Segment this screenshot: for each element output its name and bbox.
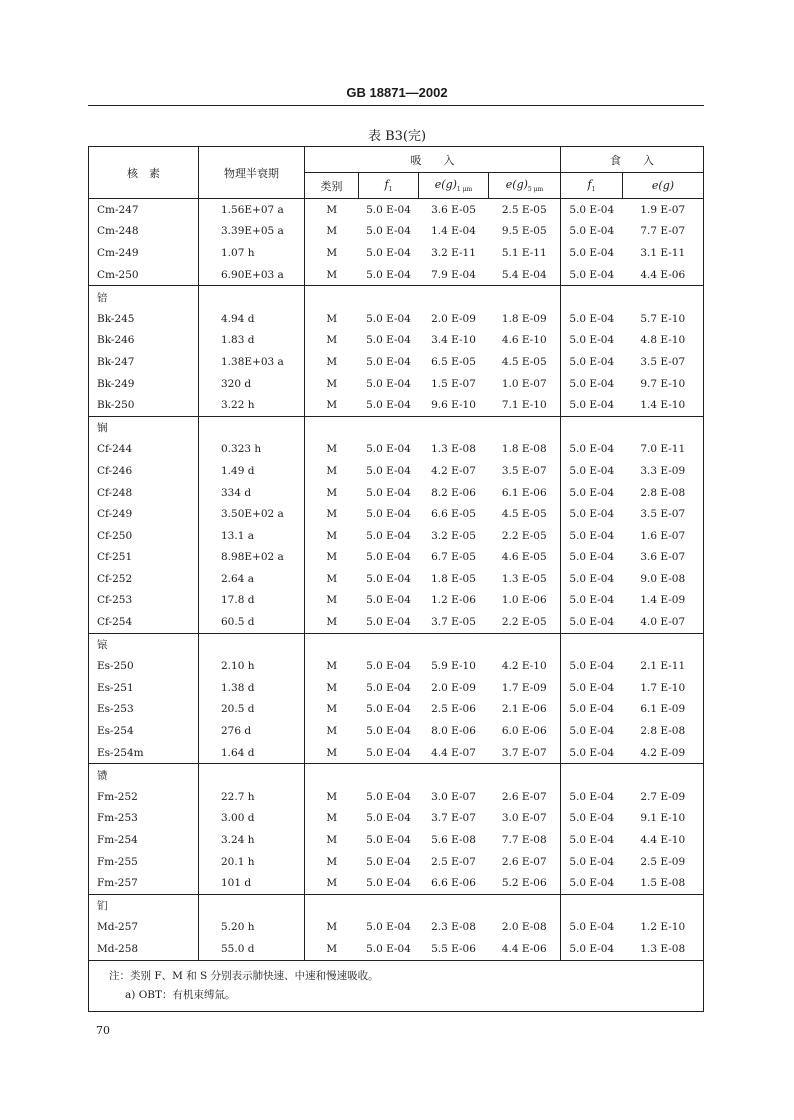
e-5um-cell: 3.7 E-07 xyxy=(489,742,561,764)
e-1um-cell: 1.4 E-04 xyxy=(431,225,476,238)
type-cell: M xyxy=(305,568,359,590)
nuclide-cell: Cf-254 xyxy=(89,611,199,633)
e-5um-cell: 4.4 E-06 xyxy=(489,938,561,960)
e-5um-cell: 7.7 E-08 xyxy=(489,829,561,851)
e-ing-cell: 4.2 E-09 xyxy=(623,742,704,764)
nuclide-cell: Cf-244 xyxy=(89,439,199,461)
e-ing-cell: 3.3 E-09 xyxy=(623,460,704,482)
table-row xyxy=(89,611,704,633)
table-row xyxy=(89,439,704,461)
e-1um-cell: 3.7 E-07 xyxy=(431,812,476,825)
f1-inh-cell: 5.0 E-04 xyxy=(366,834,411,847)
table-row xyxy=(89,351,704,373)
nuclide-cell: Cf-253 xyxy=(89,590,199,612)
e-ing-cell: 5.7 E-10 xyxy=(623,308,704,330)
e-1um-cell: 3.6 E-05 xyxy=(419,199,489,221)
f1-inh-cell: 5.0 E-04 xyxy=(366,703,411,716)
e-5um-cell: 4.5 E-05 xyxy=(489,503,561,525)
half-life-cell: 8.98E+02 a xyxy=(199,547,305,569)
f1-inh-cell: 5.0 E-04 xyxy=(366,746,411,759)
e-5um-cell: 4.6 E-10 xyxy=(489,330,561,352)
f1-ing-cell: 5.0 E-04 xyxy=(561,720,623,742)
type-cell: M xyxy=(305,872,359,894)
nuclide-cell: Es-254m xyxy=(89,742,199,764)
element-group-row xyxy=(89,416,704,438)
nuclide-cell: Cf-252 xyxy=(89,568,199,590)
e-1um-cell: 5.5 E-06 xyxy=(431,942,476,955)
type-cell: M xyxy=(305,242,359,264)
f1-inh-cell: 5.0 E-04 xyxy=(366,942,411,955)
col-half-life: 物理半衰期 xyxy=(199,147,305,199)
e-5um-cell: 5.2 E-06 xyxy=(489,872,561,894)
table-row xyxy=(89,590,704,612)
e-1um-cell: 5.6 E-08 xyxy=(431,834,476,847)
f1-ing-cell: 5.0 E-04 xyxy=(561,611,623,633)
nuclide-cell: Cm-247 xyxy=(89,199,199,221)
e-1um-cell: 6.6 E-05 xyxy=(431,508,476,521)
type-cell: M xyxy=(305,482,359,504)
f1-inh-cell: 5.0 E-04 xyxy=(366,443,411,456)
f1-inh-cell: 5.0 E-04 xyxy=(366,529,411,542)
type-cell: M xyxy=(305,460,359,482)
e-1um-cell: 8.0 E-06 xyxy=(431,725,476,738)
table-row xyxy=(89,373,704,395)
f1-ing-cell: 5.0 E-04 xyxy=(561,677,623,699)
type-cell: M xyxy=(305,808,359,830)
f1-ing-cell: 5.0 E-04 xyxy=(561,938,623,960)
f1-inh-cell: 5.0 E-04 xyxy=(366,268,411,281)
table-row xyxy=(89,786,704,808)
element-group-label: 钔 xyxy=(89,895,199,917)
type-cell: M xyxy=(305,917,359,939)
nuclide-cell: Es-253 xyxy=(89,699,199,721)
f1-ing-cell: 5.0 E-04 xyxy=(561,199,623,221)
e-ing-cell: 9.0 E-08 xyxy=(623,568,704,590)
col-inhalation: 吸 入 xyxy=(305,147,561,173)
e-5um-cell: 6.0 E-06 xyxy=(489,720,561,742)
type-cell: M xyxy=(305,742,359,764)
e-ing-cell: 2.7 E-09 xyxy=(623,786,704,808)
e-5um-cell: 2.5 E-05 xyxy=(489,199,561,221)
e-1um-cell: 2.0 E-09 xyxy=(431,312,476,325)
f1-inh-cell: 5.0 E-04 xyxy=(366,551,411,564)
table-row xyxy=(89,330,704,352)
e-1um-cell: 8.2 E-06 xyxy=(431,486,476,499)
type-cell: M xyxy=(305,394,359,416)
e-5um-cell: 2.0 E-08 xyxy=(489,917,561,939)
e-5um-cell: 7.1 E-10 xyxy=(489,394,561,416)
col-f1-inh: $f_1$ xyxy=(359,173,419,199)
e-ing-cell: 9.1 E-10 xyxy=(623,808,704,830)
e-5um-cell: 1.7 E-09 xyxy=(489,677,561,699)
f1-ing-cell: 5.0 E-04 xyxy=(561,786,623,808)
table-caption: 表 B3(完) xyxy=(367,129,427,144)
e-1um-cell: 3.2 E-11 xyxy=(431,246,476,259)
type-cell: M xyxy=(305,829,359,851)
nuclide-cell: Cm-248 xyxy=(89,221,199,243)
nuclide-cell: Es-251 xyxy=(89,677,199,699)
e-1um-cell: 3.4 E-10 xyxy=(431,334,476,347)
table-row xyxy=(89,742,704,764)
e-1um-cell: 2.0 E-09 xyxy=(431,681,476,694)
nuclide-cell: Cf-250 xyxy=(89,525,199,547)
nuclide-cell: Cf-248 xyxy=(89,482,199,504)
half-life-cell: 55.0 d xyxy=(199,938,305,960)
f1-ing-cell: 5.0 E-04 xyxy=(561,917,623,939)
f1-inh-cell: 5.0 E-04 xyxy=(366,681,411,694)
f1-ing-cell: 5.0 E-04 xyxy=(561,308,623,330)
table-row xyxy=(89,872,704,894)
e-5um-cell: 1.0 E-06 xyxy=(489,590,561,612)
page-header: GB 18871—2002 xyxy=(346,85,448,100)
e-5um-cell: 6.1 E-06 xyxy=(489,482,561,504)
type-cell: M xyxy=(305,199,359,221)
nuclide-cell: Bk-250 xyxy=(89,394,199,416)
half-life-cell: 1.38E+03 a xyxy=(199,351,305,373)
f1-ing-cell: 5.0 E-04 xyxy=(561,808,623,830)
table-row xyxy=(89,938,704,960)
half-life-cell: 20.5 d xyxy=(199,699,305,721)
table-row xyxy=(89,699,704,721)
e-ing-cell: 1.6 E-07 xyxy=(623,525,704,547)
type-cell: M xyxy=(305,655,359,677)
nuclide-cell: Bk-249 xyxy=(89,373,199,395)
half-life-cell: 1.56E+07 a xyxy=(199,199,305,221)
e-5um-cell: 4.6 E-05 xyxy=(489,547,561,569)
f1-ing-cell: 5.0 E-04 xyxy=(561,503,623,525)
table-row xyxy=(89,460,704,482)
e-ing-cell: 7.0 E-11 xyxy=(623,439,704,461)
half-life-cell: 2.64 a xyxy=(199,568,305,590)
col-type: 类别 xyxy=(305,173,359,199)
f1-inh-cell: 5.0 E-04 xyxy=(366,855,411,868)
half-life-cell: 0.323 h xyxy=(199,439,305,461)
e-5um-cell: 2.1 E-06 xyxy=(489,699,561,721)
f1-ing-cell: 5.0 E-04 xyxy=(561,264,623,286)
half-life-cell: 13.1 a xyxy=(199,525,305,547)
nuclide-cell: Cf-246 xyxy=(89,460,199,482)
e-1um-cell: 2.5 E-07 xyxy=(431,855,476,868)
nuclide-cell: Fm-255 xyxy=(89,851,199,873)
nuclide-cell: Fm-254 xyxy=(89,829,199,851)
half-life-cell: 17.8 d xyxy=(199,590,305,612)
f1-ing-cell: 5.0 E-04 xyxy=(561,221,623,243)
e-ing-cell: 1.7 E-10 xyxy=(623,677,704,699)
type-cell: M xyxy=(305,264,359,286)
nuclide-cell: Bk-245 xyxy=(89,308,199,330)
half-life-cell: 3.22 h xyxy=(199,394,305,416)
e-ing-cell: 6.1 E-09 xyxy=(623,699,704,721)
f1-inh-cell: 5.0 E-04 xyxy=(366,877,411,890)
table-row xyxy=(89,851,704,873)
f1-ing-cell: 5.0 E-04 xyxy=(561,851,623,873)
e-ing-cell: 4.4 E-06 xyxy=(623,264,704,286)
nuclide-cell: Fm-253 xyxy=(89,808,199,830)
e-5um-cell: 3.0 E-07 xyxy=(489,808,561,830)
e-1um-cell: 3.0 E-07 xyxy=(431,790,476,803)
f1-inh-cell: 5.0 E-04 xyxy=(366,921,411,934)
e-1um-cell: 2.5 E-06 xyxy=(431,703,476,716)
half-life-cell: 6.90E+03 a xyxy=(199,264,305,286)
e-5um-cell: 9.5 E-05 xyxy=(489,221,561,243)
nuclide-cell: Bk-246 xyxy=(89,330,199,352)
f1-ing-cell: 5.0 E-04 xyxy=(561,872,623,894)
e-5um-cell: 1.8 E-09 xyxy=(489,308,561,330)
half-life-cell: 60.5 d xyxy=(199,611,305,633)
f1-ing-cell: 5.0 E-04 xyxy=(561,242,623,264)
f1-inh-cell: 5.0 E-04 xyxy=(366,616,411,629)
e-1um-cell: 2.3 E-08 xyxy=(431,921,476,934)
element-group-label: 锎 xyxy=(89,416,199,438)
e-5um-cell: 1.3 E-05 xyxy=(489,568,561,590)
f1-ing-cell: 5.0 E-04 xyxy=(561,351,623,373)
f1-inh-cell: 5.0 E-04 xyxy=(366,312,411,325)
nuclide-cell: Md-258 xyxy=(89,938,199,960)
e-1um-cell: 4.2 E-07 xyxy=(431,464,476,477)
table-row xyxy=(89,221,704,243)
e-5um-cell: 2.6 E-07 xyxy=(489,851,561,873)
e-ing-cell: 3.6 E-07 xyxy=(623,547,704,569)
f1-ing-cell: 5.0 E-04 xyxy=(561,482,623,504)
nuclide-cell: Es-250 xyxy=(89,655,199,677)
element-group-row xyxy=(89,286,704,308)
half-life-cell: 3.39E+05 a xyxy=(199,221,305,243)
nuclide-cell: Fm-257 xyxy=(89,872,199,894)
half-life-cell: 1.07 h xyxy=(199,242,305,264)
e-ing-cell: 3.5 E-07 xyxy=(623,503,704,525)
e-ing-cell: 1.3 E-08 xyxy=(623,938,704,960)
half-life-cell: 4.94 d xyxy=(199,308,305,330)
table-notes xyxy=(89,960,704,1011)
f1-ing-cell: 5.0 E-04 xyxy=(561,699,623,721)
nuclide-cell: Md-257 xyxy=(89,917,199,939)
type-cell: M xyxy=(305,439,359,461)
e-ing-cell: 1.2 E-10 xyxy=(623,917,704,939)
table-row xyxy=(89,655,704,677)
e-5um-cell: 2.6 E-07 xyxy=(489,786,561,808)
half-life-cell: 1.83 d xyxy=(199,330,305,352)
element-group-label: 镄 xyxy=(89,764,199,786)
e-5um-cell: 1.8 E-08 xyxy=(489,439,561,461)
element-group-row xyxy=(89,764,704,786)
type-cell: M xyxy=(305,851,359,873)
col-e-ing: e(g) xyxy=(623,173,704,199)
e-ing-cell: 1.4 E-10 xyxy=(623,394,704,416)
e-ing-cell: 4.8 E-10 xyxy=(623,330,704,352)
table-row xyxy=(89,308,704,330)
e-5um-cell: 2.2 E-05 xyxy=(489,611,561,633)
e-1um-cell: 5.9 E-10 xyxy=(431,660,476,673)
col-e-5um: $e(g)_{5 \mu m}$ xyxy=(489,173,561,199)
type-cell: M xyxy=(305,938,359,960)
table-row xyxy=(89,525,704,547)
f1-inh-cell: 5.0 E-04 xyxy=(366,572,411,585)
f1-ing-cell: 5.0 E-04 xyxy=(561,439,623,461)
e-1um-cell: 3.2 E-05 xyxy=(431,529,476,542)
e-1um-cell: 3.7 E-05 xyxy=(431,616,476,629)
dose-coefficient-table xyxy=(88,146,704,1012)
nuclide-cell: Cf-249 xyxy=(89,503,199,525)
table-row xyxy=(89,264,704,286)
half-life-cell: 1.49 d xyxy=(199,460,305,482)
e-ing-cell: 2.8 E-08 xyxy=(623,482,704,504)
nuclide-cell: Cm-249 xyxy=(89,242,199,264)
f1-inh-cell: 5.0 E-04 xyxy=(366,812,411,825)
f1-inh-cell: 5.0 E-04 xyxy=(366,594,411,607)
f1-ing-cell: 5.0 E-04 xyxy=(561,460,623,482)
col-ingestion: 食 入 xyxy=(561,147,704,173)
type-cell: M xyxy=(305,308,359,330)
half-life-cell: 334 d xyxy=(199,482,305,504)
half-life-cell: 276 d xyxy=(199,720,305,742)
type-cell: M xyxy=(305,590,359,612)
table-row xyxy=(89,677,704,699)
f1-ing-cell: 5.0 E-04 xyxy=(561,829,623,851)
f1-ing-cell: 5.0 E-04 xyxy=(561,394,623,416)
e-1um-cell: 9.6 E-10 xyxy=(431,399,476,412)
table-row xyxy=(89,808,704,830)
e-5um-cell: 4.2 E-10 xyxy=(489,655,561,677)
nuclide-cell: Bk-247 xyxy=(89,351,199,373)
note-line: a) OBT：有机束缚氚。 xyxy=(125,988,236,1001)
e-ing-cell: 9.7 E-10 xyxy=(623,373,704,395)
e-1um-cell: 6.5 E-05 xyxy=(431,355,476,368)
f1-inh-cell: 5.0 E-04 xyxy=(366,725,411,738)
type-cell: M xyxy=(305,611,359,633)
f1-inh-cell: 5.0 E-04 xyxy=(366,377,411,390)
type-cell: M xyxy=(305,547,359,569)
nuclide-cell: Cf-251 xyxy=(89,547,199,569)
half-life-cell: 320 d xyxy=(199,373,305,395)
e-1um-cell: 1.2 E-06 xyxy=(431,594,476,607)
e-ing-cell: 1.9 E-07 xyxy=(623,199,704,221)
e-1um-cell: 7.9 E-04 xyxy=(431,268,476,281)
e-1um-cell: 6.6 E-06 xyxy=(431,877,476,890)
type-cell: M xyxy=(305,677,359,699)
half-life-cell: 22.7 h xyxy=(199,786,305,808)
e-5um-cell: 5.1 E-11 xyxy=(489,242,561,264)
e-5um-cell: 4.5 E-05 xyxy=(489,351,561,373)
f1-ing-cell: 5.0 E-04 xyxy=(561,525,623,547)
type-cell: M xyxy=(305,786,359,808)
nuclide-cell: Cm-250 xyxy=(89,264,199,286)
element-group-label: 锫 xyxy=(89,286,199,308)
col-nuclide: 核 素 xyxy=(89,147,199,199)
e-5um-cell: 1.0 E-07 xyxy=(489,373,561,395)
element-group-label: 锿 xyxy=(89,633,199,655)
type-cell: M xyxy=(305,330,359,352)
table-row xyxy=(89,829,704,851)
half-life-cell: 3.00 d xyxy=(199,808,305,830)
half-life-cell: 1.64 d xyxy=(199,742,305,764)
table-row xyxy=(89,503,704,525)
type-cell: M xyxy=(305,351,359,373)
e-ing-cell: 2.8 E-08 xyxy=(623,720,704,742)
half-life-cell: 2.10 h xyxy=(199,655,305,677)
f1-ing-cell: 5.0 E-04 xyxy=(561,655,623,677)
half-life-cell: 5.20 h xyxy=(199,917,305,939)
e-ing-cell: 1.5 E-08 xyxy=(623,872,704,894)
note-line: 注：类别 F、M 和 S 分别表示肺快速、中速和慢速吸收。 xyxy=(109,969,379,982)
e-ing-cell: 2.5 E-09 xyxy=(623,851,704,873)
nuclide-cell: Fm-252 xyxy=(89,786,199,808)
col-e-1um: $e(g)_{1 \mu m}$ xyxy=(419,173,489,199)
nuclide-cell: Es-254 xyxy=(89,720,199,742)
f1-ing-cell: 5.0 E-04 xyxy=(561,568,623,590)
e-1um-cell: 4.4 E-07 xyxy=(431,746,476,759)
type-cell: M xyxy=(305,373,359,395)
f1-inh-cell: 5.0 E-04 xyxy=(366,486,411,499)
e-1um-cell: 6.7 E-05 xyxy=(431,551,476,564)
col-f1-ing: $f_1$ xyxy=(561,173,623,199)
e-ing-cell: 4.4 E-10 xyxy=(623,829,704,851)
e-ing-cell: 1.4 E-09 xyxy=(623,590,704,612)
e-ing-cell: 3.5 E-07 xyxy=(623,351,704,373)
f1-inh-cell: 5.0 E-04 xyxy=(366,225,411,238)
type-cell: M xyxy=(305,525,359,547)
f1-ing-cell: 5.0 E-04 xyxy=(561,547,623,569)
element-group-row xyxy=(89,633,704,655)
e-1um-cell: 1.5 E-07 xyxy=(431,377,476,390)
f1-inh-cell: 5.0 E-04 xyxy=(366,464,411,477)
f1-inh-cell: 5.0 E-04 xyxy=(366,355,411,368)
type-cell: M xyxy=(305,720,359,742)
f1-inh-cell: 5.0 E-04 xyxy=(366,246,411,259)
e-ing-cell: 3.1 E-11 xyxy=(623,242,704,264)
table-row xyxy=(89,547,704,569)
f1-inh-cell: 5.0 E-04 xyxy=(359,199,419,221)
table-body xyxy=(89,199,704,961)
e-ing-cell: 7.7 E-07 xyxy=(623,221,704,243)
header-rule xyxy=(88,105,704,106)
half-life-cell: 20.1 h xyxy=(199,851,305,873)
f1-inh-cell: 5.0 E-04 xyxy=(366,334,411,347)
f1-ing-cell: 5.0 E-04 xyxy=(561,330,623,352)
table-row xyxy=(89,199,704,221)
f1-inh-cell: 5.0 E-04 xyxy=(366,399,411,412)
half-life-cell: 3.50E+02 a xyxy=(199,503,305,525)
type-cell: M xyxy=(305,503,359,525)
f1-ing-cell: 5.0 E-04 xyxy=(561,373,623,395)
f1-inh-cell: 5.0 E-04 xyxy=(366,660,411,673)
table-row xyxy=(89,394,704,416)
table-row xyxy=(89,242,704,264)
f1-inh-cell: 5.0 E-04 xyxy=(366,790,411,803)
table-row xyxy=(89,917,704,939)
e-5um-cell: 5.4 E-04 xyxy=(489,264,561,286)
e-1um-cell: 1.8 E-05 xyxy=(431,572,476,585)
half-life-cell: 101 d xyxy=(199,872,305,894)
element-group-row xyxy=(89,895,704,917)
half-life-cell: 1.38 d xyxy=(199,677,305,699)
type-cell: M xyxy=(305,699,359,721)
table-row xyxy=(89,568,704,590)
f1-ing-cell: 5.0 E-04 xyxy=(561,590,623,612)
e-5um-cell: 3.5 E-07 xyxy=(489,460,561,482)
f1-ing-cell: 5.0 E-04 xyxy=(561,742,623,764)
table-row xyxy=(89,482,704,504)
f1-inh-cell: 5.0 E-04 xyxy=(366,508,411,521)
e-1um-cell: 1.3 E-08 xyxy=(431,443,476,456)
page-number: 70 xyxy=(96,1024,110,1037)
e-5um-cell: 2.2 E-05 xyxy=(489,525,561,547)
e-ing-cell: 4.0 E-07 xyxy=(623,611,704,633)
table-row xyxy=(89,720,704,742)
half-life-cell: 3.24 h xyxy=(199,829,305,851)
type-cell: M xyxy=(305,221,359,243)
e-ing-cell: 2.1 E-11 xyxy=(623,655,704,677)
